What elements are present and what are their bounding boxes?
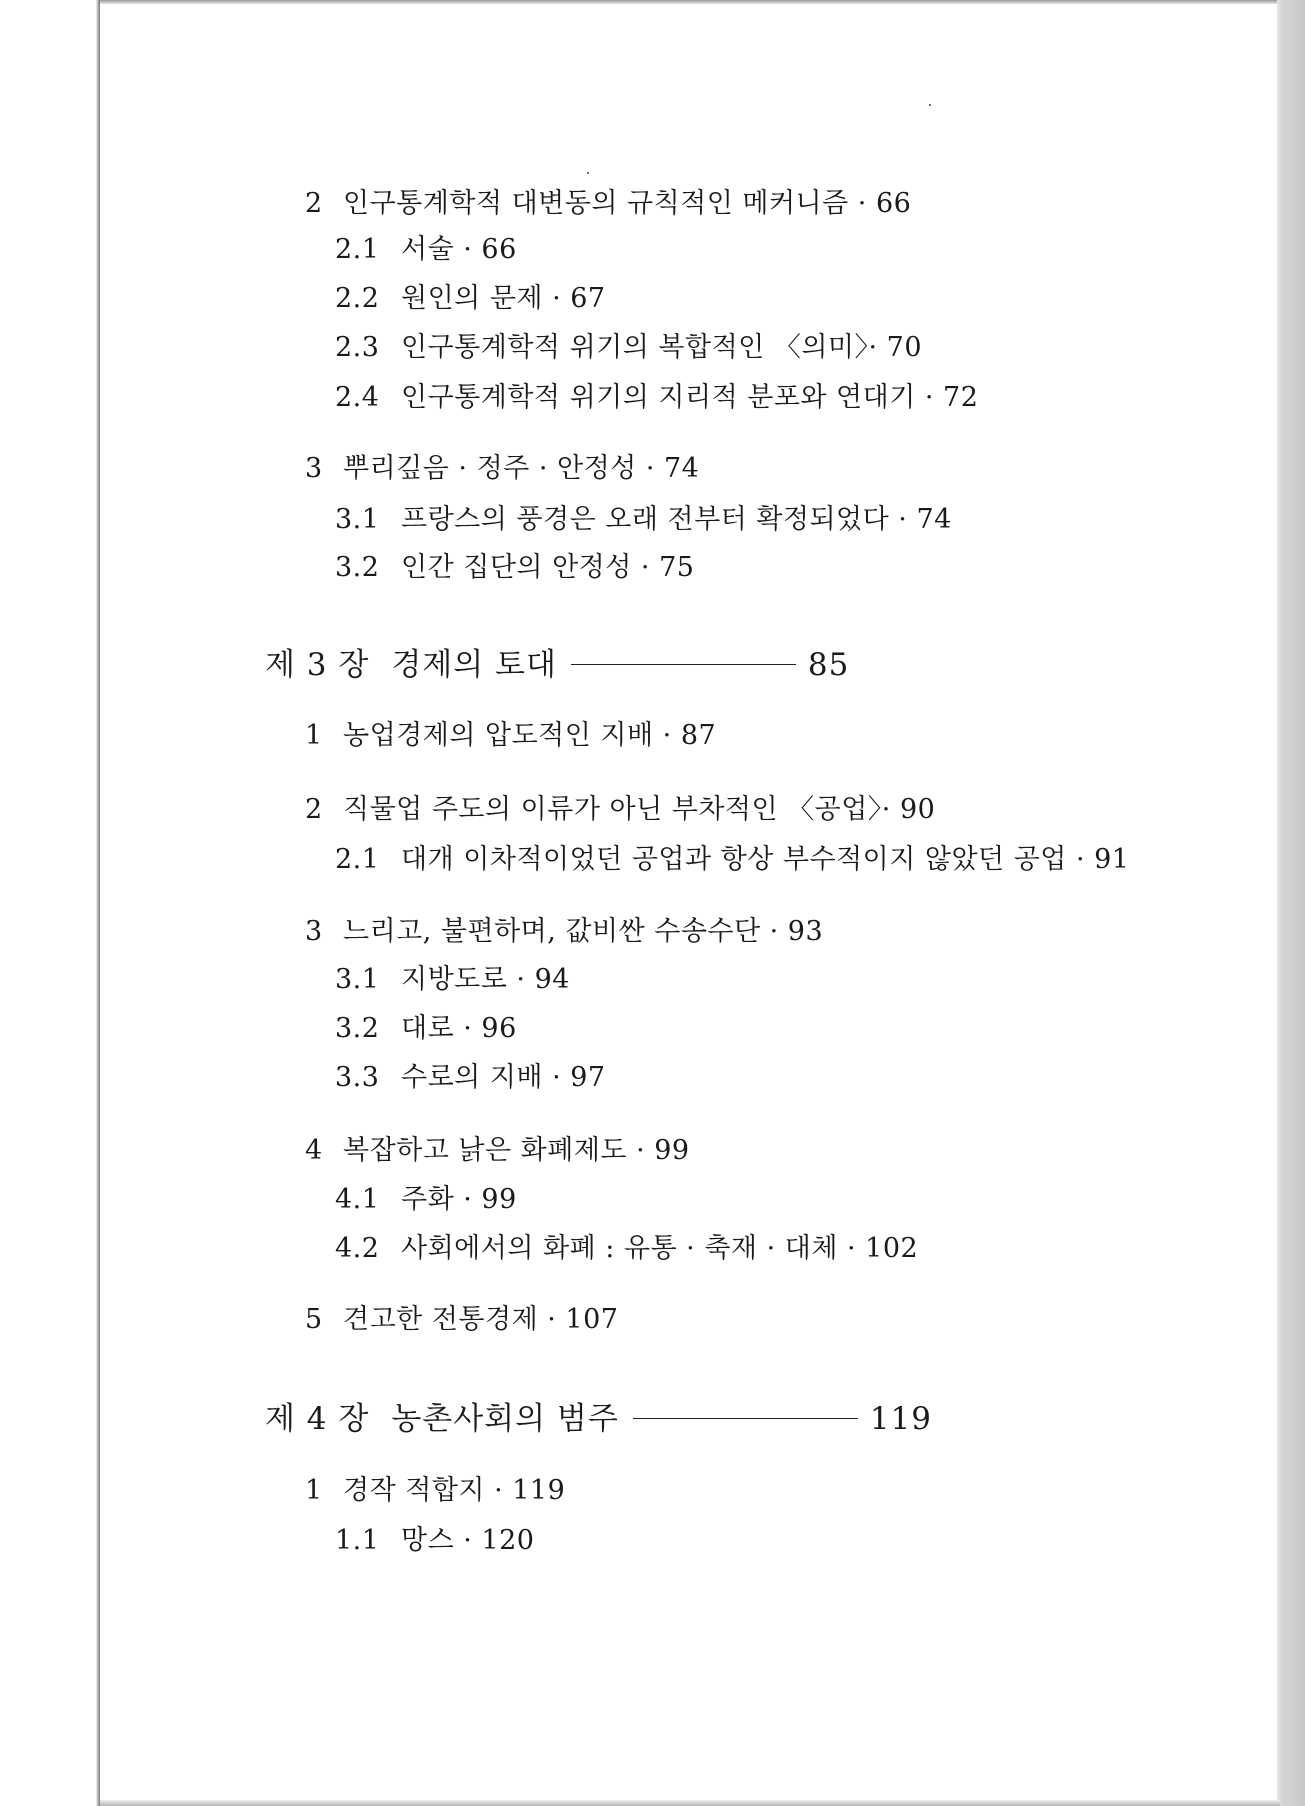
toc-entry <box>335 1183 517 1217</box>
toc-chapter <box>265 1400 932 1438</box>
toc-entry-number: 4.2 <box>335 1233 380 1264</box>
toc-entry <box>335 551 694 585</box>
chapter-page: 85 <box>807 647 850 683</box>
toc-entry-title: 복잡하고 낡은 화폐제도 · 99 <box>343 1135 690 1166</box>
toc-entry <box>305 452 699 486</box>
toc-entry <box>335 282 606 316</box>
toc-entry <box>335 381 978 415</box>
toc-entry <box>305 1474 565 1508</box>
toc-entry-title: 사회에서의 화폐 : 유통 · 축재 · 대체 · 102 <box>401 1233 919 1264</box>
toc-entry-number: 2.3 <box>335 332 380 363</box>
toc-entry-number: 3 <box>305 453 323 484</box>
toc-entry-title: 주화 · 99 <box>401 1184 517 1215</box>
toc-entry-title: 원인의 문제 · 67 <box>401 283 606 314</box>
toc-entry-title: 느리고, 불편하며, 값비싼 수송수단 · 93 <box>343 916 824 947</box>
toc-entry-number: 5 <box>305 1304 323 1335</box>
toc-entry-title: 망스 · 120 <box>401 1525 535 1556</box>
toc-entry-title: 대개 이차적이었던 공업과 항상 부수적이지 않았던 공업 · 91 <box>401 844 1130 875</box>
toc-entry-title: 인구통계학적 위기의 지리적 분포와 연대기 · 72 <box>401 382 979 413</box>
toc-entry <box>305 719 716 753</box>
toc-entry-title: 경작 적합지 · 119 <box>343 1475 566 1506</box>
toc-entry-title: 인간 집단의 안정성 · 75 <box>401 552 695 583</box>
toc-entry-title: 뿌리깊음 · 정주 · 안정성 · 74 <box>343 453 700 484</box>
toc-entry-number: 3 <box>305 916 323 947</box>
toc-entry-title: 직물업 주도의 이류가 아닌 부차적인 〈공업〉· 90 <box>343 794 936 825</box>
toc-entry <box>335 503 952 537</box>
toc-entry <box>305 187 911 221</box>
toc-entry-number: 3.1 <box>335 964 380 995</box>
toc-entry-title: 지방도로 · 94 <box>401 964 570 995</box>
chapter-title: 농촌사회의 범주 <box>391 1401 619 1437</box>
toc-entry <box>305 1303 618 1337</box>
chapter-page: 119 <box>869 1401 932 1437</box>
toc-entry-number: 3.2 <box>335 1013 380 1044</box>
toc-entry <box>305 1134 690 1168</box>
toc-entry-title: 프랑스의 풍경은 오래 전부터 확정되었다 · 74 <box>401 504 952 535</box>
toc-entry <box>305 793 935 827</box>
toc-entry <box>335 1012 517 1046</box>
toc-entry <box>335 331 922 365</box>
chapter-number: 제 4 장 <box>265 1401 370 1437</box>
chapter-number: 제 3 장 <box>265 647 370 683</box>
toc-entry-title: 대로 · 96 <box>401 1013 517 1044</box>
toc-entry-number: 2.4 <box>335 382 380 413</box>
toc-chapter <box>265 646 849 684</box>
toc-entry-title: 인구통계학적 대변동의 규칙적인 메커니즘 · 66 <box>343 188 912 219</box>
toc-entry-number: 3.1 <box>335 504 380 535</box>
toc-entry-number: 2.2 <box>335 283 380 314</box>
toc-entry-number: 4 <box>305 1135 323 1166</box>
chapter-leader-rule <box>571 664 796 665</box>
toc-entry-number: 1.1 <box>335 1525 380 1556</box>
chapter-leader-rule <box>633 1418 858 1419</box>
toc-entry-number: 2.1 <box>335 234 380 265</box>
toc-entry <box>335 1524 534 1558</box>
toc-entry-number: 2 <box>305 794 323 825</box>
toc-entry-number: 2.1 <box>335 844 380 875</box>
toc-entry-number: 3.3 <box>335 1062 380 1093</box>
toc-entry-title: 견고한 전통경제 · 107 <box>343 1304 619 1335</box>
toc-entry-title: 농업경제의 압도적인 지배 · 87 <box>343 720 717 751</box>
toc-entry <box>305 915 823 949</box>
toc-entry <box>335 963 570 997</box>
toc-entry-title: 서술 · 66 <box>401 234 517 265</box>
chapter-title: 경제의 토대 <box>391 647 557 683</box>
toc-entry-number: 2 <box>305 188 323 219</box>
toc-entry <box>335 233 517 267</box>
toc-entry <box>335 1232 918 1266</box>
toc-entry-number: 1 <box>305 720 323 751</box>
toc-entry-title: 수로의 지배 · 97 <box>401 1062 606 1093</box>
toc-entry-number: 3.2 <box>335 552 380 583</box>
toc-entry <box>335 843 1129 877</box>
toc-entry <box>335 1061 606 1095</box>
toc-entry-title: 인구통계학적 위기의 복합적인 〈의미〉· 70 <box>401 332 922 363</box>
toc-entry-number: 1 <box>305 1475 323 1506</box>
toc-entry-number: 4.1 <box>335 1184 380 1215</box>
